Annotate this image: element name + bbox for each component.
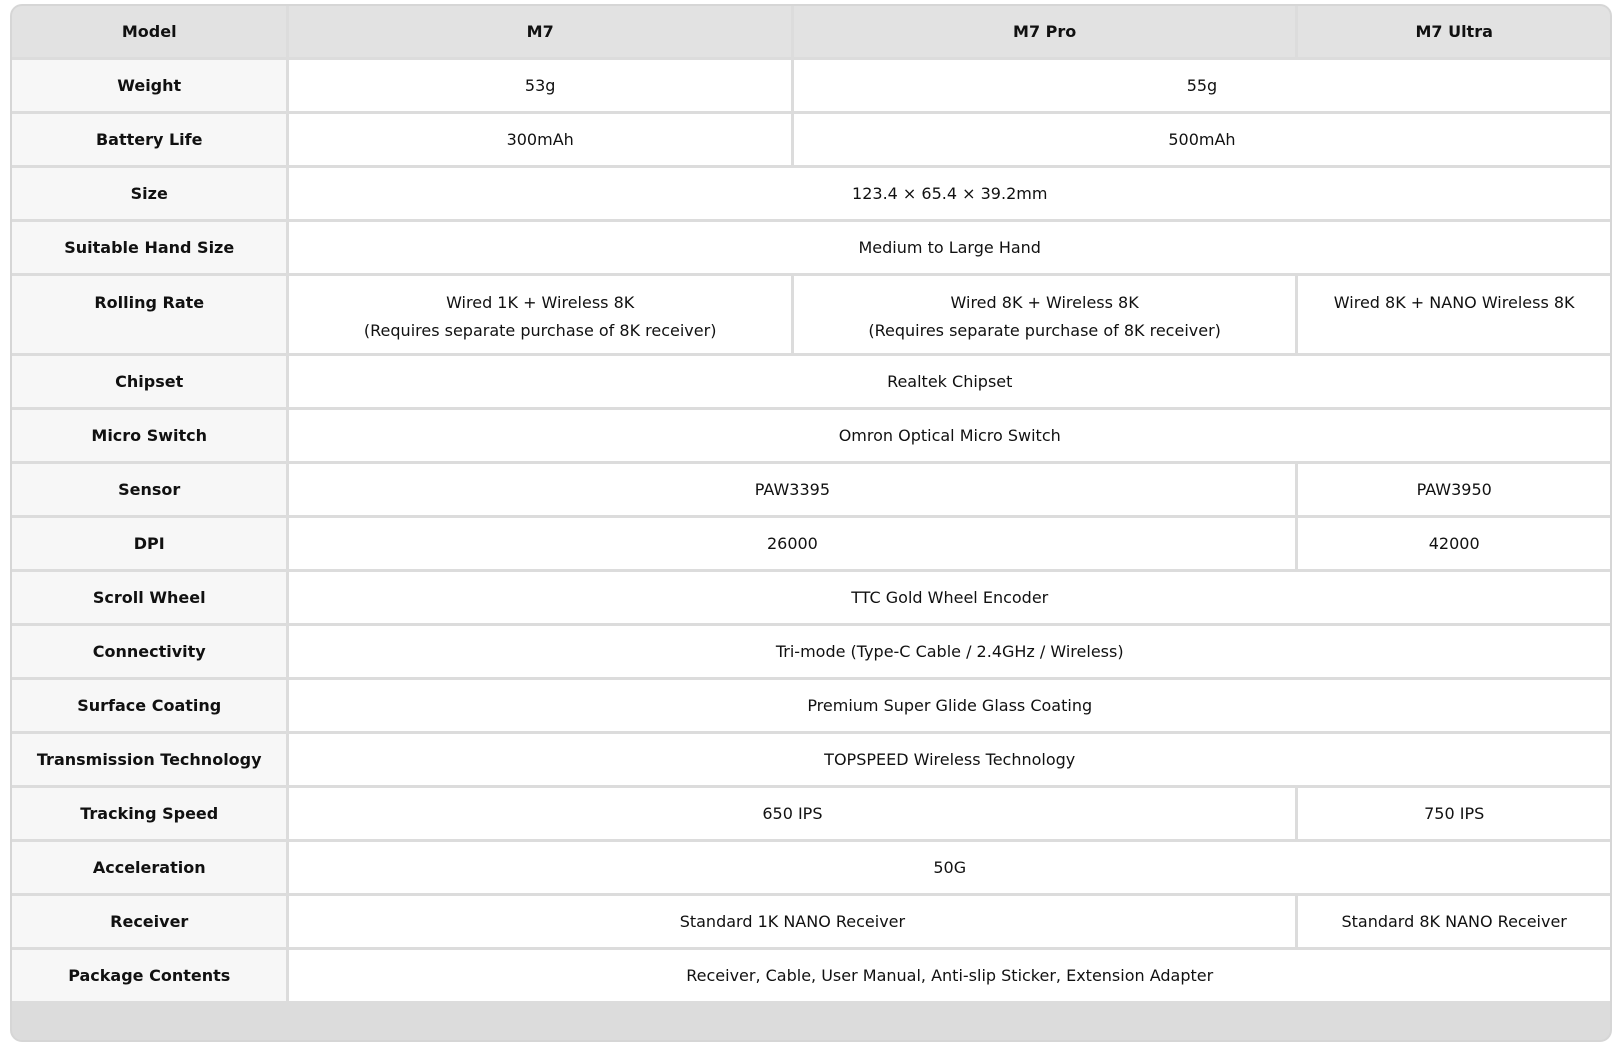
row-size [12,168,1610,219]
row-label: Size [12,168,286,219]
row-label: Tracking Speed [12,788,286,839]
row-scroll-wheel [12,572,1610,623]
header-m7-pro: M7 Pro [794,6,1295,57]
header-m7-ultra: M7 Ultra [1298,6,1610,57]
spec-comparison-table [10,4,1612,1004]
cell-m7-pro: 650 IPS [289,788,1295,839]
cell-all: Premium Super Glide Glass Coating [289,680,1610,731]
cell-all: Receiver, Cable, User Manual, Anti-slip Sticker, Extension Adapter [289,950,1610,1001]
cell-m7-pro: PAW3395 [289,464,1295,515]
cell-m7-pro: Standard 1K NANO Receiver [289,896,1295,947]
row-micro-switch [12,410,1610,461]
cell-line-2: (Requires separate purchase of 8K receiver) [363,321,717,340]
row-receiver [12,896,1610,947]
cell-all: 50G [289,842,1610,893]
cell-all: Omron Optical Micro Switch [289,410,1610,461]
row-label: Transmission Technology [12,734,286,785]
cell-all: 123.4 × 65.4 × 39.2mm [289,168,1610,219]
row-hand-size [12,222,1610,273]
row-sensor [12,464,1610,515]
row-package-contents [12,950,1610,1001]
cell-m7: 300mAh [289,114,790,165]
row-label: Suitable Hand Size [12,222,286,273]
row-label: Surface Coating [12,680,286,731]
row-label: Acceleration [12,842,286,893]
row-weight [12,60,1610,111]
cell-all: Medium to Large Hand [289,222,1610,273]
row-label: DPI [12,518,286,569]
header-row [12,6,1610,57]
cell-pro-ultra: 500mAh [794,114,1610,165]
row-dpi [12,518,1610,569]
row-battery [12,114,1610,165]
row-acceleration [12,842,1610,893]
row-label: Package Contents [12,950,286,1001]
cell-m7-pro [794,276,1295,353]
row-label: Micro Switch [12,410,286,461]
row-transmission [12,734,1610,785]
header-m7: M7 [289,6,790,57]
header-model: Model [12,6,286,57]
cell-line-1: Wired 1K + Wireless 8K [446,293,635,312]
cell-line-1: Wired 8K + Wireless 8K [950,293,1139,312]
cell-m7-pro: 26000 [289,518,1295,569]
cell-all: TTC Gold Wheel Encoder [289,572,1610,623]
row-connectivity [12,626,1610,677]
cell-all: Realtek Chipset [289,356,1610,407]
cell-m7-ultra: Standard 8K NANO Receiver [1298,896,1610,947]
cell-all: Tri-mode (Type-C Cable / 2.4GHz / Wireless) [289,626,1610,677]
cell-m7-ultra: PAW3950 [1298,464,1610,515]
row-label: Scroll Wheel [12,572,286,623]
row-label: Chipset [12,356,286,407]
cell-m7: 53g [289,60,790,111]
cell-m7 [289,276,790,353]
cell-m7-ultra: 750 IPS [1298,788,1610,839]
row-label: Connectivity [12,626,286,677]
spec-comparison-table-container [10,4,1612,1042]
cell-all: TOPSPEED Wireless Technology [289,734,1610,785]
row-tracking-speed [12,788,1610,839]
row-label: Weight [12,60,286,111]
row-label: Receiver [12,896,286,947]
row-label: Rolling Rate [12,276,286,353]
row-chipset [12,356,1610,407]
row-label: Sensor [12,464,286,515]
row-polling-rate [12,276,1610,353]
row-label: Battery Life [12,114,286,165]
cell-pro-ultra: 55g [794,60,1610,111]
cell-m7-ultra: Wired 8K + NANO Wireless 8K [1298,276,1610,353]
row-surface-coating [12,680,1610,731]
cell-line-2: (Requires separate purchase of 8K receiver) [868,321,1221,340]
cell-m7-ultra: 42000 [1298,518,1610,569]
